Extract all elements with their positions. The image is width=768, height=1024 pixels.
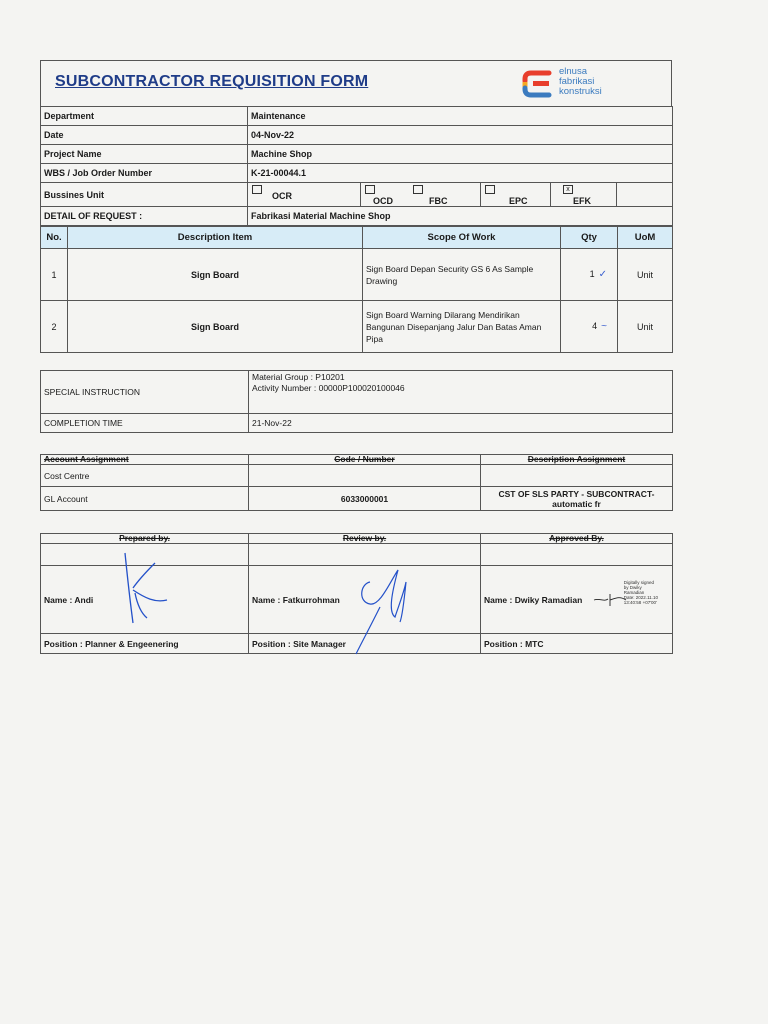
approver-position: Position : MTC	[481, 634, 673, 654]
item-qty: 4	[592, 321, 598, 331]
approval-blank-1	[41, 544, 249, 566]
efk-label: EFK	[573, 196, 591, 206]
digital-sig-line: 13:40:58 +07'00'	[623, 600, 657, 605]
bu-cell-empty	[617, 183, 673, 207]
ocd-checkbox[interactable]	[365, 185, 375, 194]
special-instruction-value	[249, 371, 673, 414]
check-mark-icon: ✓	[598, 269, 607, 280]
logo-line-1: elnusa	[559, 66, 587, 77]
date-value: 04-Nov-22	[248, 126, 673, 145]
account-header-description: Description Assignment	[481, 455, 673, 465]
activity-number: Activity Number : 00000P100020100046	[252, 383, 405, 393]
fbc-label: FBC	[429, 196, 448, 206]
item-uom: Unit	[618, 249, 673, 301]
detail-row	[41, 207, 673, 226]
cost-centre-row	[41, 465, 673, 487]
approval-table	[40, 533, 672, 654]
business-unit-row	[41, 183, 673, 207]
date-label: Date	[41, 126, 248, 145]
item-qty: 1	[589, 269, 595, 279]
bu-cell-epc	[481, 183, 551, 207]
form-title: SUBCONTRACTOR REQUISITION FORM	[55, 73, 369, 90]
approval-blank-3	[481, 544, 673, 566]
special-instruction-label: SPECIAL INSTRUCTION	[41, 371, 249, 414]
department-value: Maintenance	[248, 107, 673, 126]
material-group: Material Group : P10201	[252, 372, 345, 382]
preparer-position: Position : Planner & Engeenering	[41, 634, 249, 654]
review-by-header: Review by.	[249, 534, 481, 544]
special-instruction-row	[41, 371, 673, 414]
item-qty-cell	[561, 301, 618, 353]
approver-name-cell	[481, 566, 673, 634]
approval-blank-row	[41, 544, 673, 566]
item-qty-cell	[561, 249, 618, 301]
header-qty: Qty	[561, 227, 618, 249]
business-unit-label: Bussines Unit	[41, 183, 248, 207]
account-assignment-table	[40, 454, 672, 511]
item-scope: Sign Board Warning Dilarang Mendirikan Bangunan Disepanjang Jalur Dan Batas Aman Pipa	[363, 301, 561, 353]
wbs-value: K-21-00044.1	[248, 164, 673, 183]
header-description: Description Item	[68, 227, 363, 249]
logo-mark-icon	[521, 69, 555, 99]
digital-sig-line: Digitally signed	[623, 580, 655, 585]
header-no: No.	[41, 227, 68, 249]
efk-checkbox[interactable]: x	[563, 185, 573, 194]
gl-account-label: GL Account	[41, 487, 249, 511]
detail-label: DETAIL OF REQUEST :	[41, 207, 248, 226]
approved-by-header: Approved By.	[481, 534, 673, 544]
prepared-by-header: Prepared by.	[41, 534, 249, 544]
cost-centre-label: Cost Centre	[41, 465, 249, 487]
logo-line-2: fabrikasi	[559, 76, 595, 87]
project-row	[41, 145, 673, 164]
logo-text	[559, 67, 602, 97]
approval-blank-2	[249, 544, 481, 566]
wbs-label: WBS / Job Order Number	[41, 164, 248, 183]
bu-cell-ocr	[248, 183, 361, 207]
ocr-checkbox[interactable]	[252, 185, 262, 194]
digital-sig-line: by Dwiky	[623, 585, 642, 590]
preparer-name: Name : Andi	[41, 566, 249, 634]
reviewer-position: Position : Site Manager	[249, 634, 481, 654]
special-instruction-table	[40, 370, 672, 433]
date-row	[41, 126, 673, 145]
cost-centre-desc	[481, 465, 673, 487]
item-uom: Unit	[618, 301, 673, 353]
header-scope: Scope Of Work	[363, 227, 561, 249]
company-logo	[521, 67, 631, 101]
account-header-row	[41, 455, 673, 465]
logo-line-3: konstruksi	[559, 86, 602, 97]
ocd-label: OCD	[373, 196, 393, 206]
bu-cell-efk	[551, 183, 617, 207]
wbs-row	[41, 164, 673, 183]
items-table	[40, 226, 672, 353]
item-description: Sign Board	[68, 301, 363, 353]
completion-label: COMPLETION TIME	[41, 414, 249, 433]
completion-value: 21-Nov-22	[249, 414, 673, 433]
gl-account-code: 6033000001	[249, 487, 481, 511]
reviewer-name: Name : Fatkurrohman	[249, 566, 481, 634]
completion-row	[41, 414, 673, 433]
form-header	[40, 60, 672, 106]
items-header-row	[41, 227, 673, 249]
ocr-label: OCR	[272, 191, 292, 201]
gl-account-row	[41, 487, 673, 511]
approval-name-row	[41, 566, 673, 634]
cost-centre-code	[249, 465, 481, 487]
department-row	[41, 107, 673, 126]
table-row	[41, 301, 673, 353]
approval-header-row	[41, 534, 673, 544]
bu-cell-ocd-fbc	[361, 183, 481, 207]
project-label: Project Name	[41, 145, 248, 164]
item-scope: Sign Board Depan Security GS 6 As Sample Drawing	[363, 249, 561, 301]
check-mark-icon: ~	[601, 321, 607, 332]
digital-sig-line: Ramadian	[623, 590, 645, 595]
account-header-assignment: Account Assignment	[41, 455, 249, 465]
item-description: Sign Board	[68, 249, 363, 301]
account-header-code: Code / Number	[249, 455, 481, 465]
department-label: Department	[41, 107, 248, 126]
fbc-checkbox[interactable]	[413, 185, 423, 194]
digital-signature-note	[624, 580, 658, 605]
approver-name: Name : Dwiky Ramadian	[484, 594, 583, 605]
item-no: 1	[41, 249, 68, 301]
request-info-table	[40, 106, 672, 226]
item-no: 2	[41, 301, 68, 353]
table-row	[41, 249, 673, 301]
epc-label: EPC	[509, 196, 528, 206]
detail-value: Fabrikasi Material Machine Shop	[248, 207, 673, 226]
epc-checkbox[interactable]	[485, 185, 495, 194]
digital-sig-line: Date: 2022.11.10	[623, 595, 658, 600]
header-uom: UoM	[618, 227, 673, 249]
gl-account-desc: CST OF SLS PARTY - SUBCONTRACT-automatic fr	[481, 487, 673, 511]
project-value: Machine Shop	[248, 145, 673, 164]
approval-position-row	[41, 634, 673, 654]
